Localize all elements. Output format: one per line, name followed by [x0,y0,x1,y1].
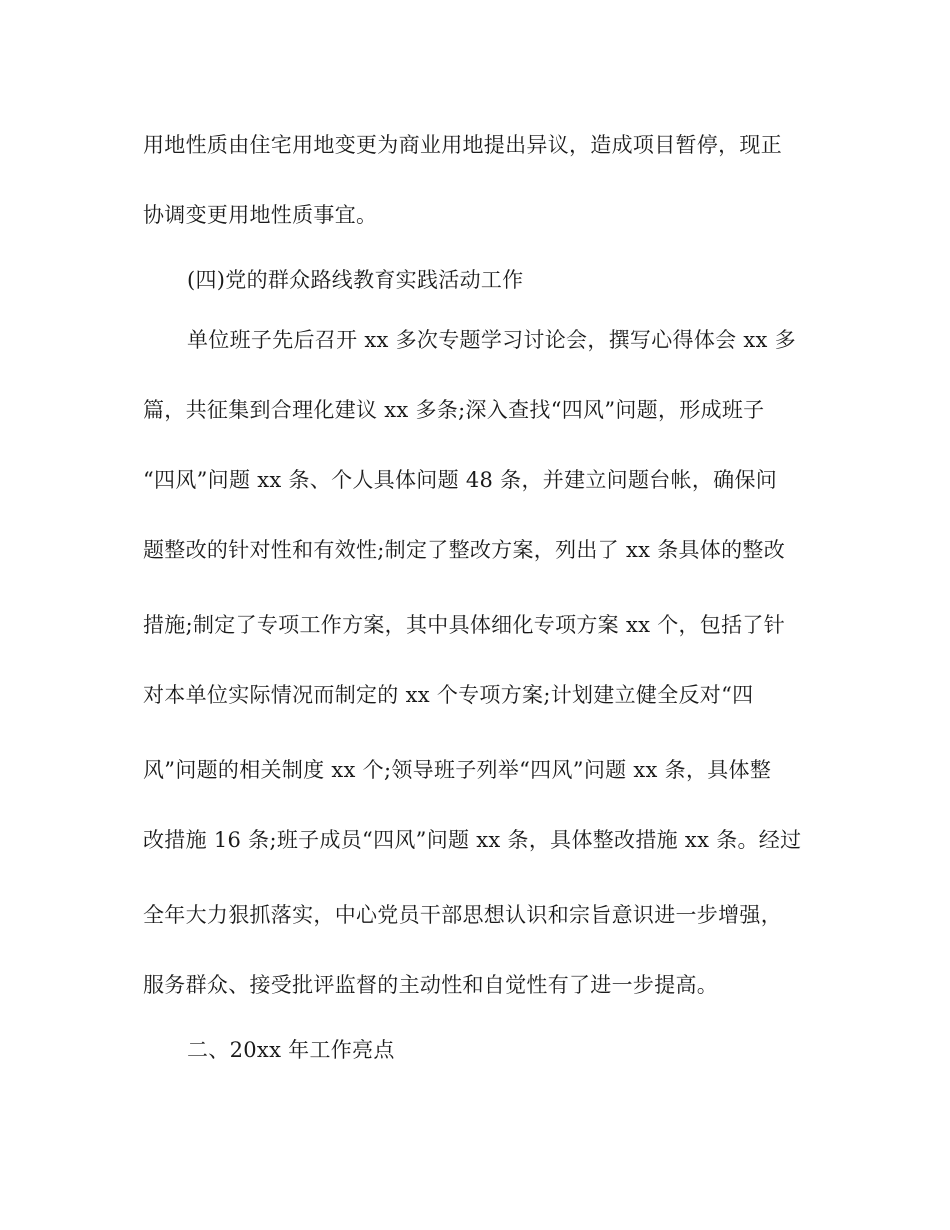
section-heading: (四)党的群众路线教育实践活动工作 [187,268,524,292]
text-line: 全年大力狠抓落实，中心党员干部思想认识和宗旨意识进一步增强， [143,903,782,927]
text-line: 题整改的针对性和有效性;制定了整改方案，列出了 xx 条具体的整改 [143,538,786,562]
text-line: 用地性质由住宅用地变更为商业用地提出异议，造成项目暂停，现正 [143,133,782,157]
text-line: 改措施 16 条;班子成员“四风”问题 xx 条，具体整改措施 xx 条。经过 [143,828,802,852]
text-line: 服务群众、接受批评监督的主动性和自觉性有了进一步提高。 [143,973,719,997]
text-line: 单位班子先后召开 xx 多次专题学习讨论会，撰写心得体会 xx 多 [187,328,796,352]
text-line: 措施;制定了专项工作方案，其中具体细化专项方案 xx 个，包括了针 [143,613,786,637]
text-line: 对本单位实际情况而制定的 xx 个专项方案;计划建立健全反对“四 [143,683,754,707]
section-heading: 二、20xx 年工作亮点 [187,1038,395,1062]
text-line: 风”问题的相关制度 xx 个;领导班子列举“四风”问题 xx 条，具体整 [143,758,772,782]
text-line: 篇，共征集到合理化建议 xx 多条;深入查找“四风”问题，形成班子 [143,398,765,422]
text-line: “四风”问题 xx 条、个人具体问题 48 条，并建立问题台帐，确保问 [143,468,778,492]
text-line: 协调变更用地性质事宜。 [143,203,378,227]
